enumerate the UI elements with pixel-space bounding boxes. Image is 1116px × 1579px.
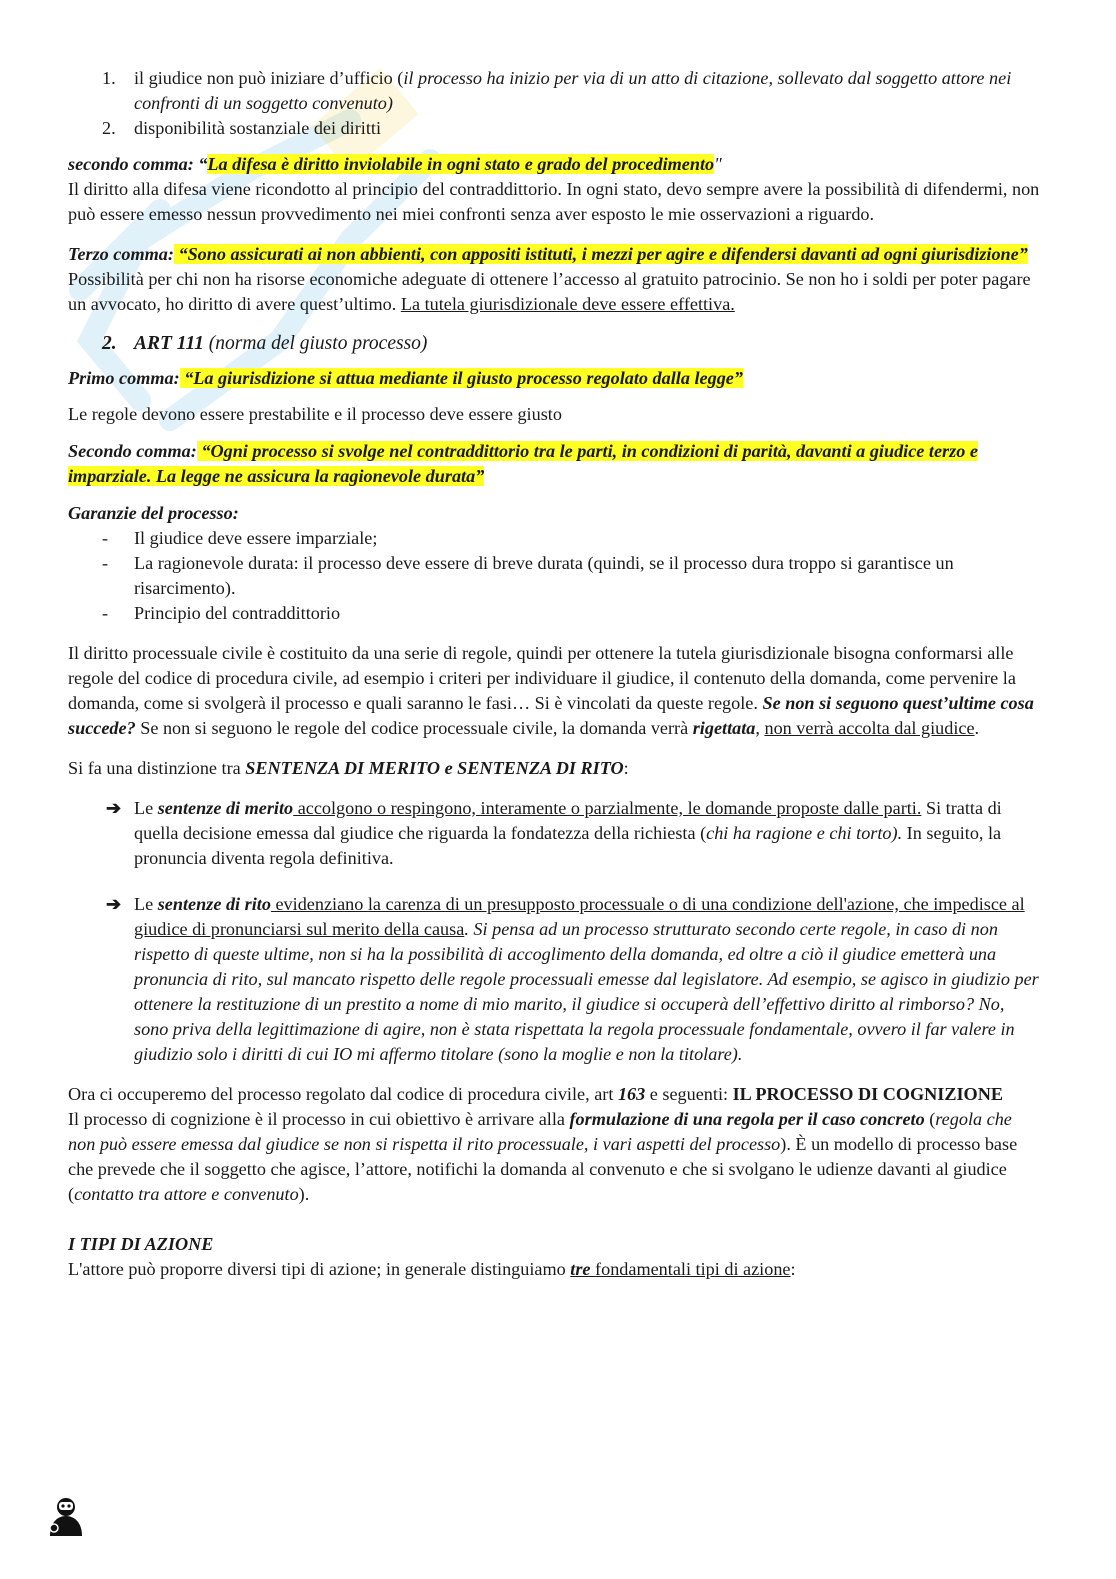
paragraph: Il diritto alla difesa viene ricondotto al principio del contraddittorio. In ogni stato, devo sempre avere la possibilità di difendermi, non può essere emesso nessun provvedimento nei miei confronti senza aver esposto le mie osservazioni a riguardo. [68, 179, 1040, 224]
section-heading: I TIPI DI AZIONE [68, 1234, 214, 1254]
comma-heading: secondo comma: “La difesa è diritto inviolabile in ogni stato e grado del procedimento" [68, 154, 722, 174]
list-item: - Principio del contraddittorio [102, 603, 341, 623]
paragraph: L'attore può proporre diversi tipi di azione; in generale distinguiamo tre fondamentali tipi di azione: [68, 1259, 796, 1279]
list-item: ➔ Le sentenze di rito evidenziano la carenza di un presupposto processuale o di una condizione dell'azione, che impedisce al giudice di pronunciarsi sul merito della causa. Si pensa ad un processo strutturato secondo certe regole, in caso di non rispetto di queste ultime, non si ha la possibilità di accoglimento della domanda, ed oltre a ciò il giudice emetterà una pronuncia di rito, sul mancato rispetto delle regole processuali emesse dal legislatore. Ad esempio, se agisco in giudizio per ottenere la restituzione di un prestito a nome di mio marito, il giudice si occuperà dell’effettivo diritto al rimborso? No, sono priva della legittimazione di agire, non è stata rispettata la regola processuale fondamentale, ovvero il far valere in giudizio solo i diritti di cui IO mi affermo titolare (sono la moglie e non la titolare). [106, 894, 1039, 1064]
comma-heading: Secondo comma: “Ogni processo si svolge nel contraddittorio tra le parti, in condizioni di parità, davanti a giudice terzo e imparziale. La legge ne assicura la ragionevole durata” [68, 441, 978, 486]
list-item: 1. il giudice non può iniziare d’ufficio (il processo ha inizio per via di un atto di citazione, sollevato dal soggetto attore nei confronti di un soggetto convenuto) [102, 68, 1012, 113]
garanzie-title: Garanzie del processo: [68, 503, 239, 523]
arrow-right-icon: ➔ [106, 798, 122, 818]
paragraph: Il diritto processuale civile è costituito da una serie di regole, quindi per ottenere la tutela giurisdizionale bisogna conformarsi alle regole del codice di procedura civile, ad esempio i criteri per individuare il giudice, il contenuto della domanda, come pervenire la domanda, come si svolgerà il processo e quali saranno le fasi… Si è vincolati da queste regole. Se non si seguono quest’ultime cosa succede? Se non si seguono le regole del codice processuale civile, la domanda verrà rigettata, non verrà accolta dal giudice. [68, 643, 1034, 738]
comma-heading: Primo comma: “La giurisdizione si attua mediante il giusto processo regolato dalla legge” [68, 368, 743, 388]
list-item: ➔ Le sentenze di merito accolgono o respingono, interamente o parzialmente, le domande proposte dalle parti. Si tratta di quella decisione emessa dal giudice che riguarda la fondatezza della richiesta (chi ha ragione e chi torto). In seguito, la pronuncia diventa regola definitiva. [106, 798, 1002, 868]
paragraph: Possibilità per chi non ha risorse economiche adeguate di ottenere l’accesso al gratuito patrocinio. Se non ho i soldi per poter pagare un avvocato, ho diritto di avere quest’ultimo. La tutela giurisdizionale deve essere effettiva. [68, 269, 1031, 314]
list-item: - Il giudice deve essere imparziale; [102, 528, 378, 548]
paragraph: Le regole devono essere prestabilite e il processo deve essere giusto [68, 404, 562, 424]
section-heading: 2. ART 111 (norma del giusto processo) [102, 333, 428, 354]
list-item: 2. disponibilità sostanziale dei diritti [102, 118, 382, 138]
student-avatar-icon [44, 1494, 88, 1538]
paragraph: Ora ci occuperemo del processo regolato dal codice di procedura civile, art 163 e seguenti: IL PROCESSO DI COGNIZIONE [68, 1084, 1003, 1104]
paragraph: Si fa una distinzione tra SENTENZA DI MERITO e SENTENZA DI RITO: [68, 758, 629, 778]
list-item: - La ragionevole durata: il processo deve essere di breve durata (quindi, se il processo dura troppo si garantisce un risarcimento). [102, 553, 954, 598]
paragraph: Il processo di cognizione è il processo in cui obiettivo è arrivare alla formulazione di una regola per il caso concreto (regola che non può essere emessa dal giudice se non si rispetta il rito processuale, i vari aspetti del processo). È un modello di processo base che prevede che il soggetto che agisce, l’attore, notifichi la domanda al convenuto e che si svolgano le udienze davanti al giudice (contatto tra attore e convenuto). [68, 1109, 1018, 1204]
comma-heading: Terzo comma: “Sono assicurati ai non abbienti, con appositi istituti, i mezzi per agire e difendersi davanti ad ogni giurisdizione” [68, 244, 1028, 264]
arrow-right-icon: ➔ [106, 894, 122, 914]
